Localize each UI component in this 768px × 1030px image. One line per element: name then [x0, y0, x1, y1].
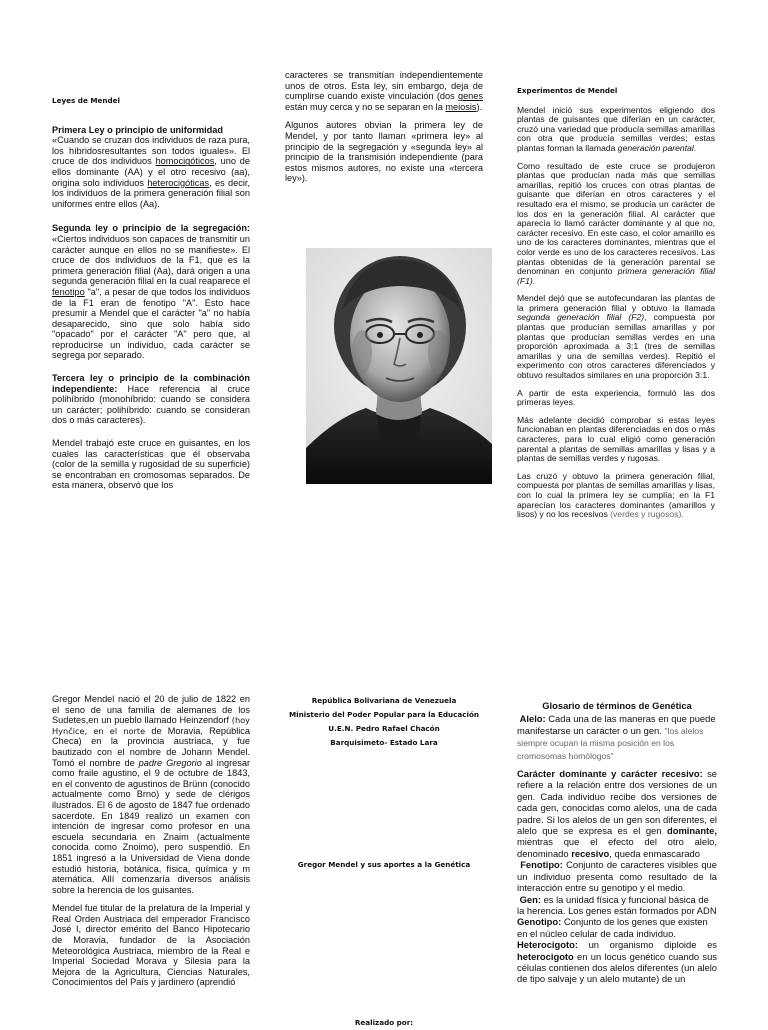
- exp-p3-text: Mendel dejó que se autofecundaran las plantas de la primera generación filial y obtuvo la llamada: [517, 293, 715, 313]
- exp-p2-text: Como resultado de este cruce se produjeron plantas que producían nada más que semillas amarillas, repitió los cruces con otras plantas de guisante que diferían en otros caracteres y el resultado era el mismo, se producía un carácter de los dos en la generación filial. Al carácter que aparecía lo llamó carácter dominante y al que no, carácter recesivo. En este caso, el color amarillo es uno de los caracteres dominantes, mientras que el color verde es uno de los caracteres recesivos. Las plantas obtenidas de la generación parental se denominan en conjunto: [517, 160, 715, 277]
- exp-p3-end: , compuesta por plantas que producían semillas amarillas y por plantas que producían semillas verdes en una proporción aproximada a 3:1 (tres de semillas amarillas y una de semillas verdes). Repitió el experimento con otros caracteres diferenciados y obtuvo resultados similares en una proporción 3:1.: [517, 312, 716, 381]
- authors-paragraph: Algunos autores obvian la primera ley de Mendel, y por tanto llaman «primera ley» al principio de la segregación y «segunda ley» al principio de la transmisión independiente (para estos mismos autores, no existe una «tercera ley»).: [285, 120, 483, 184]
- fenotipo-link[interactable]: fenotipo: [52, 286, 85, 297]
- caracter-def-c: , queda enmascarado: [609, 847, 700, 859]
- law3-text: Hace referencia al cruce polihíbrido (monohíbrido: cuando se considera un carácter; polihíbrido: cuando se consideran dos o más caracteres).: [52, 383, 250, 426]
- experiments-p4: A partir de esta experiencia, formuló las dos primeras leyes.: [517, 387, 715, 408]
- f2-term: segunda generación filial (F2): [517, 312, 645, 323]
- peas-paragraph: Mendel trabajó este cruce en guisantes, en los cuales las características que él observaba (color de la semilla y rugosidad de su superficie) se encontraban en cromosomas separados. De esta manera, observó que los: [52, 438, 250, 491]
- law3-heading: Tercera ley o principio de la combinación independiente:: [52, 373, 250, 394]
- bio-text-b: (hoy Hynčice, en el norte: [52, 715, 250, 736]
- biography-column: [52, 694, 250, 996]
- f1-term: primera generación filial (F1): [517, 266, 715, 286]
- bio-text-c: de Moravia, República Checa) en la provincia austriaca, y fue bautizado con el nombre de Johann Mendel. Tomó el nombre de: [52, 725, 250, 768]
- law2-heading: Segunda ley o principio de la segregación:: [52, 223, 250, 234]
- linkage-text-a: caracteres se transmitían independientemente unos de otros. Esta ley, sin embargo, deja de cumplirse cuando existe vinculación (dos: [285, 70, 483, 102]
- experiments-p2: [517, 162, 715, 287]
- exp-p6-grey: (verdes y rugosos).: [610, 509, 684, 520]
- law2-paragraph: [52, 223, 250, 361]
- heterocigoto-term: Heterocigoto:: [517, 939, 578, 951]
- bio-text-a: Gregor Mendel nació el 20 de julio de 1822 en el seno de una familia de alemanes de los Sudetes,en un pueblo llamado Heinzendorf: [52, 694, 250, 726]
- cover-line-4: Barquisimeto- Estado Lara: [330, 738, 438, 747]
- cover-author: Realizado por:: [354, 1018, 414, 1027]
- law2-text-a: «Ciertos individuos son capaces de transmitir un carácter aunque en ellos no se manifieste». El cruce de dos individuos de la F1, que es la primera generación filial (Aa), dará origen a una segunda generación filial en la cual reaparece el: [52, 233, 250, 287]
- gloss-heterocigoto: [517, 939, 717, 985]
- glossary-column: [517, 700, 717, 985]
- alelo-example: "los alelos siempre ocupan la misma posición en los cromosomas homólogos": [517, 725, 704, 761]
- gen-def: es la unidad física y funcional básica de la herencia. Los genes están formados por ADN: [517, 893, 717, 916]
- caracter-term: Carácter dominante y carácter recesivo:: [517, 768, 703, 780]
- experiments-column: [517, 86, 715, 528]
- recesivo-term: recesivo: [571, 847, 610, 859]
- alelo-def: Cada una de las maneras en que puede manifestarse un carácter o un gen.: [517, 713, 716, 736]
- law1-text-c: , es decir, los individuos de la primera generación filial son uniformes entre ellos (Aa).: [52, 177, 250, 209]
- heterocigoto-def-b: en un locus genético cuando sus células contienen dos alelos diferentes (un alelo de tipo salvaje y un alelo mutante) de un: [517, 950, 717, 985]
- exp-p1-end: .: [693, 142, 697, 153]
- exp-p2-end: .: [532, 275, 536, 286]
- fenotipo-def: Conjunto de caracteres visibles que un individuo presenta como resultado de la interacción entre su genotipo y el medio.: [517, 859, 717, 894]
- cover-title: Gregor Mendel y sus aportes a la Genética: [297, 860, 471, 869]
- law3-paragraph: [52, 373, 250, 426]
- gloss-fenotipo: [517, 859, 717, 893]
- caracter-def-b: mientras que el efecto del otro alelo, denominado: [517, 836, 717, 859]
- cover-line-1: República Bolivariana de Venezuela: [311, 696, 457, 705]
- bio-text-d: al ingresar como fraile agustino, el 9 de octubre de 1843, en el convento de agustinos de Brünn (conocido actualmente como Brno) y sede de clérigos ilustrados. El 6 de agosto de 1847 fue ordenado sacerdote. En 1849 realizó un examen con intención de ingresar como profesor en una escuela secundaria en Znaim (actualmente conocida como Znoimo), pero suspendió. En 1851 ingresó a la Universidad de Viena donde estudió historia, botánica, física, química y m atemática. Allí comenzaría diversos análisis sobre la herencia de los guisantes.: [52, 757, 251, 895]
- caracter-def-a: se refiere a la relación entre dos versiones de un gen. Cada individuo recibe dos versiones de cada gen, conocidas como alelos, una de cada padre. Si los alelos de un gen son diferentes, el alelo que se expresa es el gen: [517, 768, 717, 837]
- heterocigoto-def-a: un organismo diploide es: [577, 939, 717, 951]
- glossary-title: Glosario de términos de Genética: [542, 700, 692, 711]
- exp-p1-text: Mendel inició sus experimentos eligiendo dos plantas de guisantes que diferían en un carácter, cruzó una variedad que producía semillas amarillas con otra que producía semillas verdes; estas plantas forman la llamada: [517, 104, 715, 153]
- linkage-text-c: ).: [476, 101, 483, 112]
- genotipo-def: Conjunto de los genes que existen en el núcleo celular de cada individuo.: [517, 916, 708, 939]
- cover-column: [278, 694, 490, 1030]
- middle-column: [285, 70, 483, 192]
- padre-gregorio-term: padre Gregorio: [138, 757, 202, 768]
- genes-link[interactable]: genes: [457, 91, 483, 102]
- cover-line-2: Ministerio del Poder Popular para la Educación: [288, 710, 480, 719]
- exp-p6-text: Las cruzó y obtuvo la primera generación filial, compuesta por plantas de semillas amarillas y lisas, con lo cual la primera ley se cumplía; en la F1 aparecían los caracteres dominantes (amarillos y lisos) y no los recesivos: [517, 470, 715, 520]
- homocigoticos-link[interactable]: homocigóticos: [155, 156, 215, 167]
- fenotipo-term: Fenotipo:: [520, 859, 563, 871]
- alelo-term: Alelo:: [519, 713, 546, 725]
- experiments-p6: [517, 472, 715, 520]
- gloss-caracter: [517, 768, 717, 859]
- dominante-term: dominante,: [666, 825, 717, 837]
- section-title-experiments: Experimentos de Mendel: [517, 86, 618, 95]
- gloss-genotipo: [517, 916, 717, 939]
- cover-line-3: U.E.N. Pedro Rafael Chacón: [328, 724, 440, 733]
- law1-paragraph: [52, 125, 250, 210]
- heterocigoticas-link[interactable]: heterocigóticas: [147, 177, 210, 188]
- law1-text-a: «Cuando se cruzan dos individuos de raza pura, los híbridosresultantes son todos iguales». El cruce de dos individuos: [52, 135, 250, 167]
- bio-p2: Mendel fue titular de la prelatura de la Imperial y Real Orden Austriaca del emperador Francisco José I, director emérito del Banco Hipotecario de Moravia, fundador de la Asociación Meteorológica Austriaca, miembro de la Real e Imperial Sociedad Morava y Silesia para la Mejora de la Agricultura, Ciencias Naturales, Conocimientos del País y jardinero (aprendió: [52, 903, 250, 988]
- generacion-parental-term: generación parental: [617, 142, 694, 153]
- meiosis-link[interactable]: meiosis: [445, 101, 477, 112]
- gen-term: Gen:: [519, 893, 541, 905]
- law2-text-b: "a", a pesar de que todos los individuos de la F1 eran de fenotipo "A". Esto hace presumir a Mendel que el carácter "a" no había desaparecido, sino que solo había sido "opacado" por el carácter "A" pero que, al reproducirse un individuo, cada carácter se segrega por separado.: [52, 286, 250, 361]
- law1-text-b: , uno de ellos dominante (AA) y el otro recesivo (aa), origina solo individuos: [52, 156, 250, 188]
- mendel-portrait: [306, 248, 492, 484]
- experiments-p5: Más adelante decidió comprobar si estas leyes funcionaban en plantas diferenciadas en dos o más caracteres, para lo cual eligió como generación parental a plantas de semillas amarillas y lisas y a plantas de semillas verdes y rugosas.: [517, 414, 715, 464]
- laws-column: [52, 96, 250, 499]
- linkage-text-b: están muy cerca y no se separan en la: [285, 101, 446, 112]
- experiments-p1: [517, 106, 715, 154]
- section-title-laws: Leyes de Mendel: [52, 96, 120, 105]
- gloss-alelo: [517, 713, 717, 762]
- genotipo-term: Genotipo:: [517, 916, 562, 928]
- experiments-p3: [517, 294, 715, 380]
- bio-p1: [52, 694, 250, 895]
- heterocigoto-bold: heterocigoto: [517, 950, 574, 962]
- gloss-gen: [517, 894, 717, 917]
- linkage-paragraph: [285, 70, 483, 112]
- law1-heading: Primera Ley o principio de uniformidad: [52, 124, 224, 135]
